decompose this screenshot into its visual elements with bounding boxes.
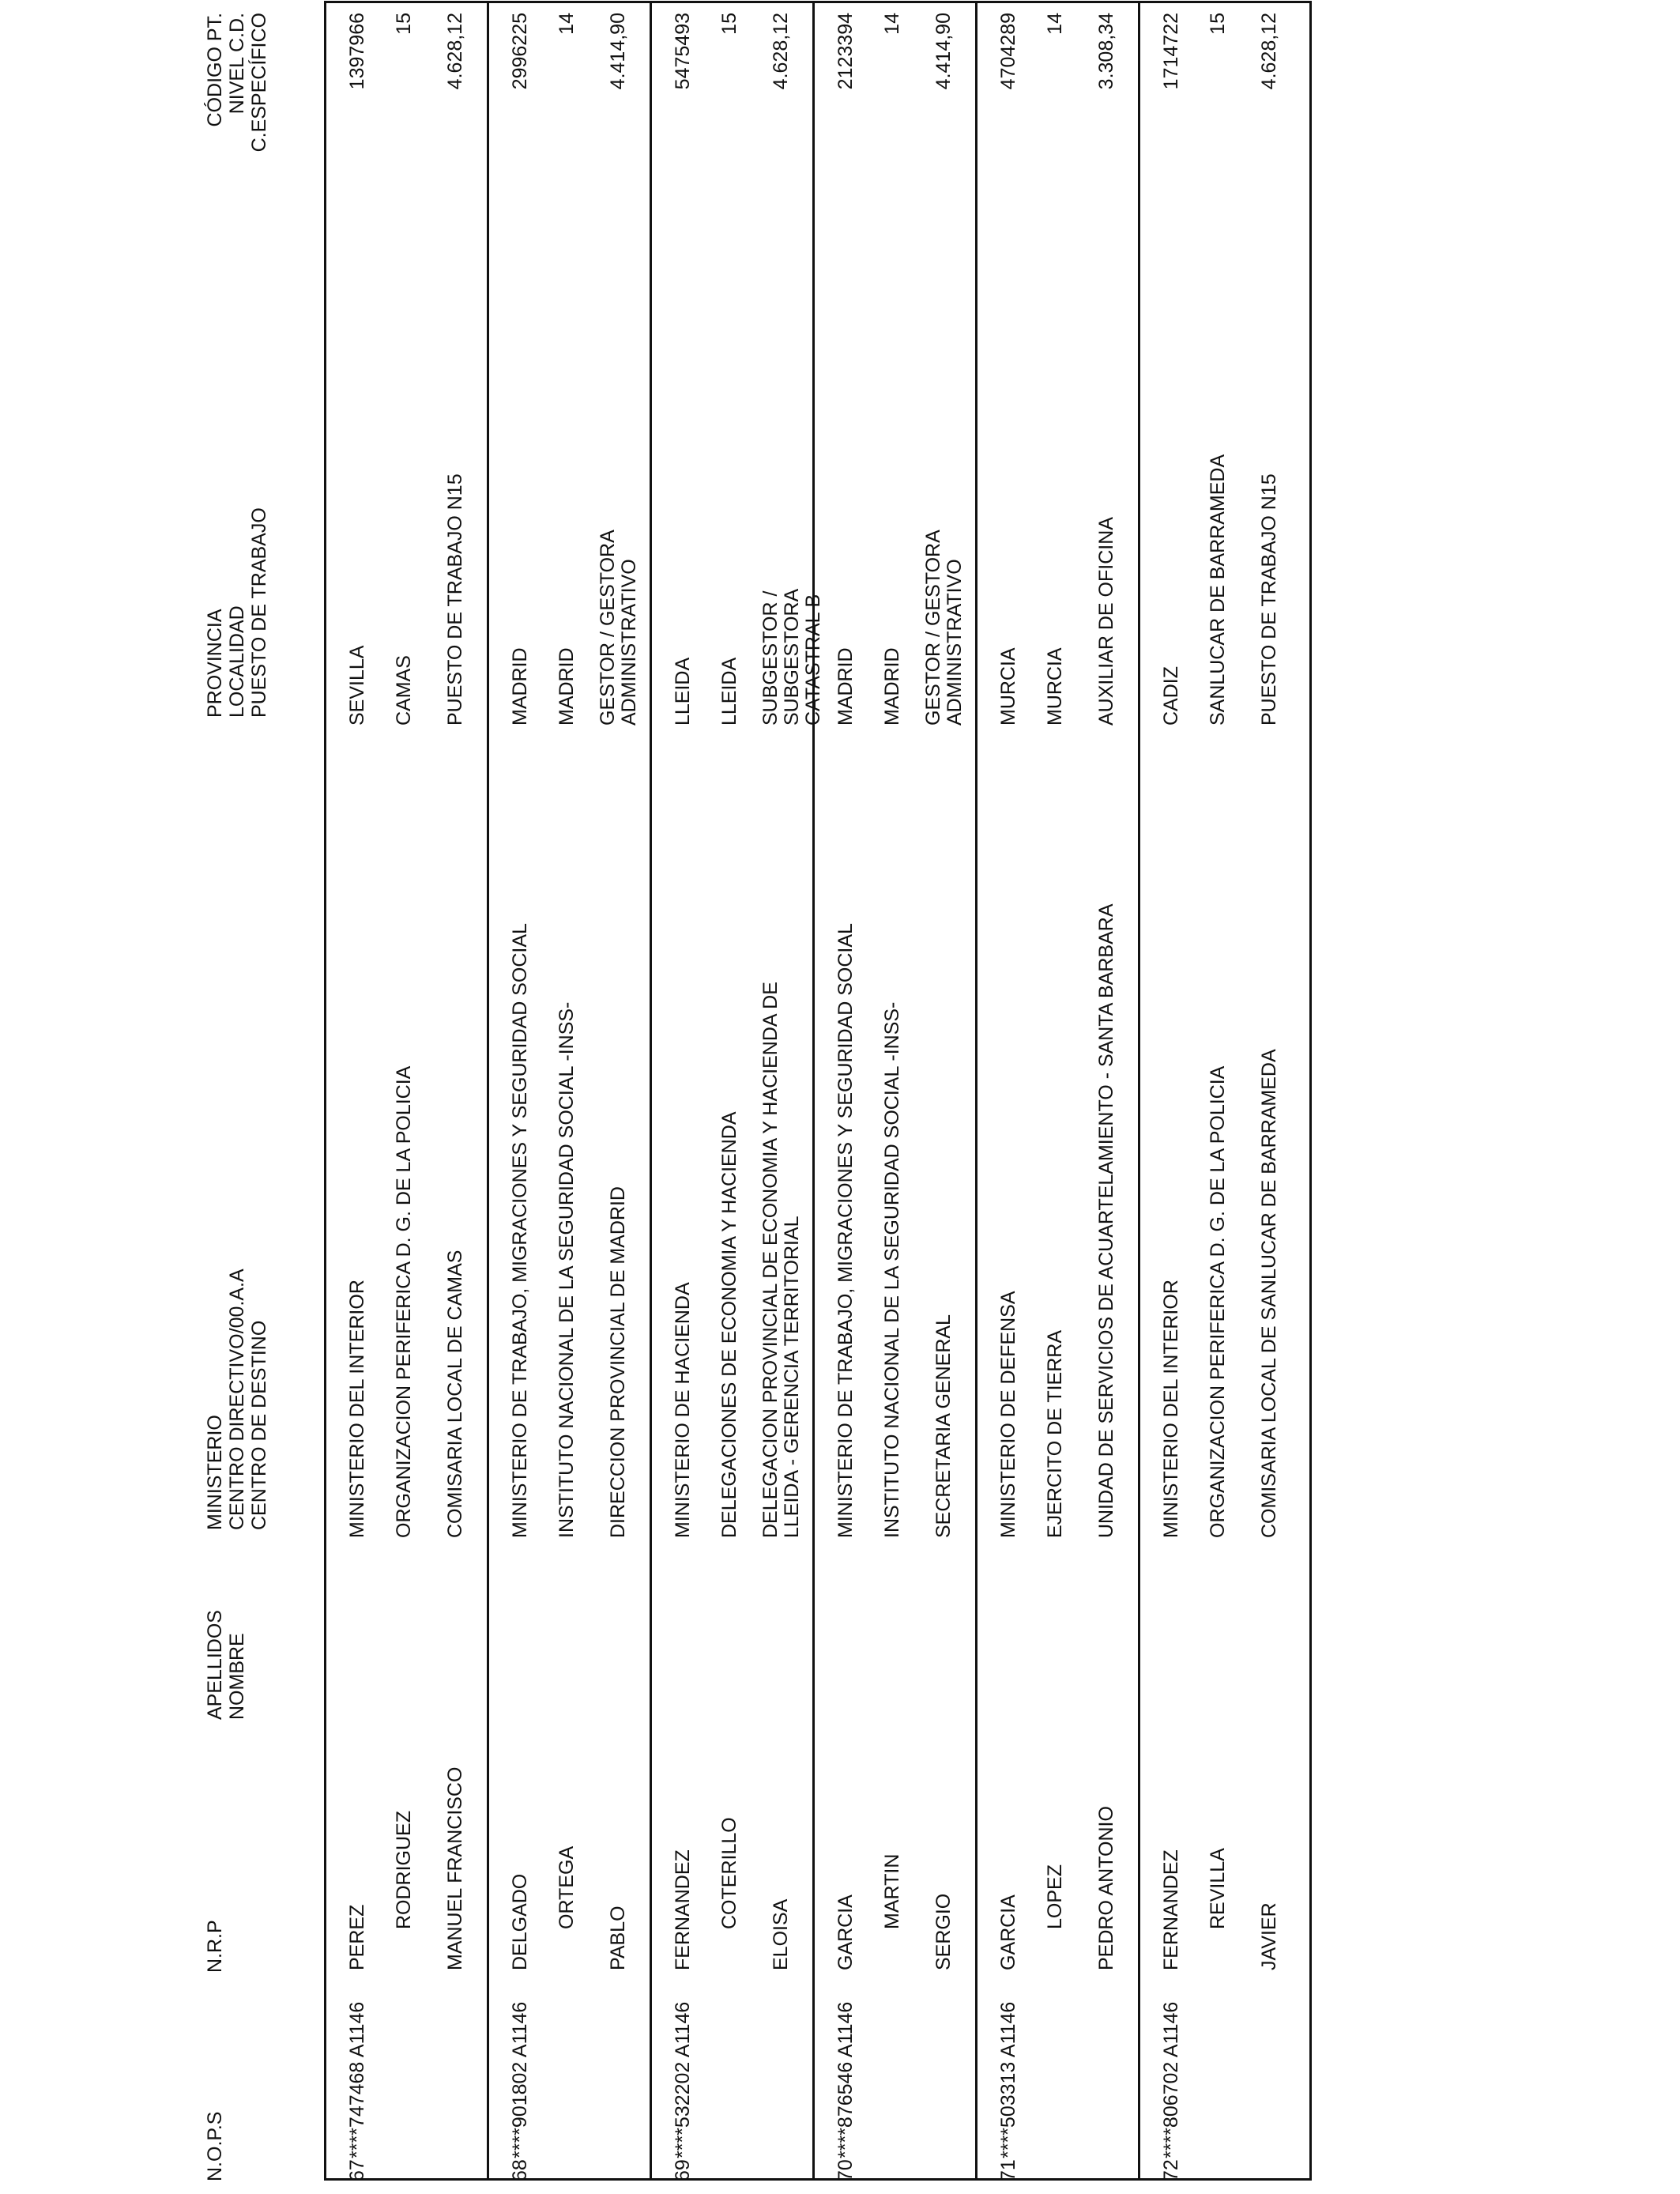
record-centro-line: INSTITUTO NACIONAL DE LA SEGURIDAD SOCIAL -INSS-	[881, 1001, 903, 1538]
header-nrp	[204, 1920, 226, 1973]
record-codigo-line: 2123394	[834, 13, 857, 90]
record-codigo-line: 4.628,12	[1258, 13, 1280, 90]
record-nrp: ****532202 A1146	[672, 2001, 694, 2158]
record-codigo-line: 4.414,90	[607, 13, 629, 90]
record-codigo-line: 4704289	[997, 13, 1019, 90]
record-name-line: JAVIER	[1258, 1902, 1280, 1970]
record-centro-line: MINISTERIO DE DEFENSA	[997, 1291, 1019, 1538]
record-name-line: DELGADO	[509, 1873, 531, 1970]
record-name-line: REVILLA	[1207, 1848, 1229, 1929]
header-provincia-line: LOCALIDAD	[226, 605, 248, 718]
record-codigo-line: 14	[556, 13, 578, 35]
record-divider	[975, 1, 977, 2181]
header-apellidos-line: NOMBRE	[226, 1633, 248, 1720]
record-puesto-line: MADRID	[509, 647, 531, 726]
record-puesto-line: LLEIDA	[718, 657, 740, 726]
record-puesto-line: SANLUCAR DE BARRAMEDA	[1207, 454, 1229, 726]
record-centro-line: MINISTERIO DEL INTERIOR	[346, 1280, 368, 1538]
record-codigo-line: 2996225	[509, 13, 531, 90]
record-divider	[1138, 1, 1140, 2181]
record-nrp: ****806702 A1146	[1160, 2001, 1182, 2158]
header-nops	[204, 2112, 226, 2181]
record-name-line: MARTIN	[881, 1853, 903, 1929]
record-codigo-line: 14	[1044, 13, 1066, 35]
record-centro-line: MINISTERIO DE TRABAJO, MIGRACIONES Y SEGURIDAD SOCIAL	[834, 923, 857, 1538]
record-name-line: PABLO	[607, 1906, 629, 1970]
record-nrp: ****901802 A1146	[509, 2001, 531, 2158]
record-puesto-line: GESTOR / GESTORA ADMINISTRATIVO	[922, 530, 966, 726]
header-provincia	[204, 507, 270, 718]
record-codigo-line: 3.308,34	[1095, 13, 1117, 90]
record-centro-line: COMISARIA LOCAL DE SANLUCAR DE BARRAMEDA	[1258, 1049, 1280, 1538]
record-name-line: RODRIGUEZ	[393, 1811, 415, 1929]
header-provincia-line: PROVINCIA	[204, 609, 226, 718]
header-ministerio	[204, 1269, 270, 1530]
record-codigo-line: 1397966	[346, 13, 368, 90]
record-name-line: FERNANDEZ	[1160, 1849, 1182, 1970]
header-ministerio-line: CENTRO DIRECTIVO/00.A.A	[226, 1269, 248, 1530]
record-name-line: ELOISA	[770, 1898, 792, 1970]
record-name-line: MANUEL FRANCISCO	[444, 1766, 466, 1970]
record-puesto-line: CAMAS	[393, 655, 415, 726]
record-name-line: PEREZ	[346, 1904, 368, 1970]
record-centro-line: COMISARIA LOCAL DE CAMAS	[444, 1250, 466, 1538]
record-codigo-line: 15	[1207, 13, 1229, 35]
record-codigo-line: 4.414,90	[932, 13, 955, 90]
record-codigo-line: 14	[881, 13, 903, 35]
record-puesto-line: GESTOR / GESTORA ADMINISTRATIVO	[597, 530, 640, 726]
record-centro-line: EJERCITO DE TIERRA	[1044, 1329, 1066, 1538]
record-nrp: ****747468 A1146	[346, 2001, 368, 2158]
header-ministerio-line: CENTRO DE DESTINO	[248, 1320, 270, 1530]
record-puesto-line: SUBGESTOR / SUBGESTORA CATASTRAL B	[759, 590, 824, 726]
record-puesto-line: SEVILLA	[346, 645, 368, 726]
record-puesto-line: MADRID	[881, 647, 903, 726]
record-name-line: COTERILLO	[718, 1817, 740, 1929]
record-name-line: LOPEZ	[1044, 1864, 1066, 1929]
record-centro-line: UNIDAD DE SERVICIOS DE ACUARTELAMIENTO - SANTA BARBARA	[1095, 903, 1117, 1538]
record-nops: 68	[509, 2159, 531, 2181]
record-centro-line: DIRECCION PROVINCIAL DE MADRID	[607, 1186, 629, 1538]
record-centro-line: INSTITUTO NACIONAL DE LA SEGURIDAD SOCIAL -INSS-	[556, 1001, 578, 1538]
record-nrp: ****503313 A1146	[997, 2001, 1019, 2158]
record-centro-line: SECRETARIA GENERAL	[932, 1314, 955, 1538]
header-nrp-label: N.R.P	[204, 1920, 226, 1973]
record-nops: 70	[834, 2159, 857, 2181]
record-divider	[487, 1, 489, 2181]
record-divider	[812, 1, 815, 2181]
record-name-line: GARCIA	[997, 1894, 1019, 1970]
record-codigo-line: 1714722	[1160, 13, 1182, 90]
record-nops: 71	[997, 2159, 1019, 2181]
header-ministerio-line: MINISTERIO	[204, 1415, 226, 1530]
header-codigo-line: CÓDIGO PT.	[204, 13, 226, 127]
record-puesto-line: AUXILIAR DE OFICINA	[1095, 517, 1117, 726]
record-codigo-line: 15	[393, 13, 415, 35]
record-puesto-line: CADIZ	[1160, 666, 1182, 726]
record-name-line: FERNANDEZ	[672, 1849, 694, 1970]
record-divider	[650, 1, 652, 2181]
header-apellidos-line: APELLIDOS	[204, 1610, 226, 1720]
record-puesto-line: PUESTO DE TRABAJO N15	[1258, 473, 1280, 726]
record-codigo-line: 5475493	[672, 13, 694, 90]
record-puesto-line: LLEIDA	[672, 657, 694, 726]
header-codigo-line: C.ESPECÍFICO	[248, 13, 270, 153]
record-centro-line: MINISTERIO DE HACIENDA	[672, 1282, 694, 1538]
header-codigo-line: NIVEL C.D.	[226, 13, 248, 115]
record-centro-line: ORGANIZACION PERIFERICA D. G. DE LA POLICIA	[393, 1065, 415, 1538]
record-centro-line: DELEGACION PROVINCIAL DE ECONOMIA Y HACIENDA DE LLEIDA - GERENCIA TERRITORIAL	[759, 982, 803, 1538]
header-codigo	[204, 13, 270, 242]
record-name-line: PEDRO ANTONIO	[1095, 1806, 1117, 1970]
record-codigo-line: 4.628,12	[444, 13, 466, 90]
record-puesto-line: MADRID	[834, 647, 857, 726]
record-centro-line: MINISTERIO DE TRABAJO, MIGRACIONES Y SEGURIDAD SOCIAL	[509, 923, 531, 1538]
record-centro-line: MINISTERIO DEL INTERIOR	[1160, 1280, 1182, 1538]
record-puesto-line: MADRID	[556, 647, 578, 726]
record-puesto-line: PUESTO DE TRABAJO N15	[444, 473, 466, 726]
record-codigo-line: 4.628,12	[770, 13, 792, 90]
header-provincia-line: PUESTO DE TRABAJO	[248, 507, 270, 718]
record-nops: 69	[672, 2159, 694, 2181]
record-centro-line: ORGANIZACION PERIFERICA D. G. DE LA POLICIA	[1207, 1065, 1229, 1538]
record-name-line: GARCIA	[834, 1894, 857, 1970]
record-nrp: ****876546 A1146	[834, 2001, 857, 2158]
header-apellidos	[204, 1610, 248, 1720]
record-name-line: ORTEGA	[556, 1845, 578, 1929]
record-nops: 72	[1160, 2159, 1182, 2181]
header-nops-label: N.O.P.S	[204, 2111, 226, 2181]
record-puesto-line: MURCIA	[997, 647, 1019, 726]
record-puesto-line: MURCIA	[1044, 647, 1066, 726]
record-codigo-line: 15	[718, 13, 740, 35]
record-name-line: SERGIO	[932, 1893, 955, 1970]
record-nops: 67	[346, 2159, 368, 2181]
record-centro-line: DELEGACIONES DE ECONOMIA Y HACIENDA	[718, 1111, 740, 1538]
